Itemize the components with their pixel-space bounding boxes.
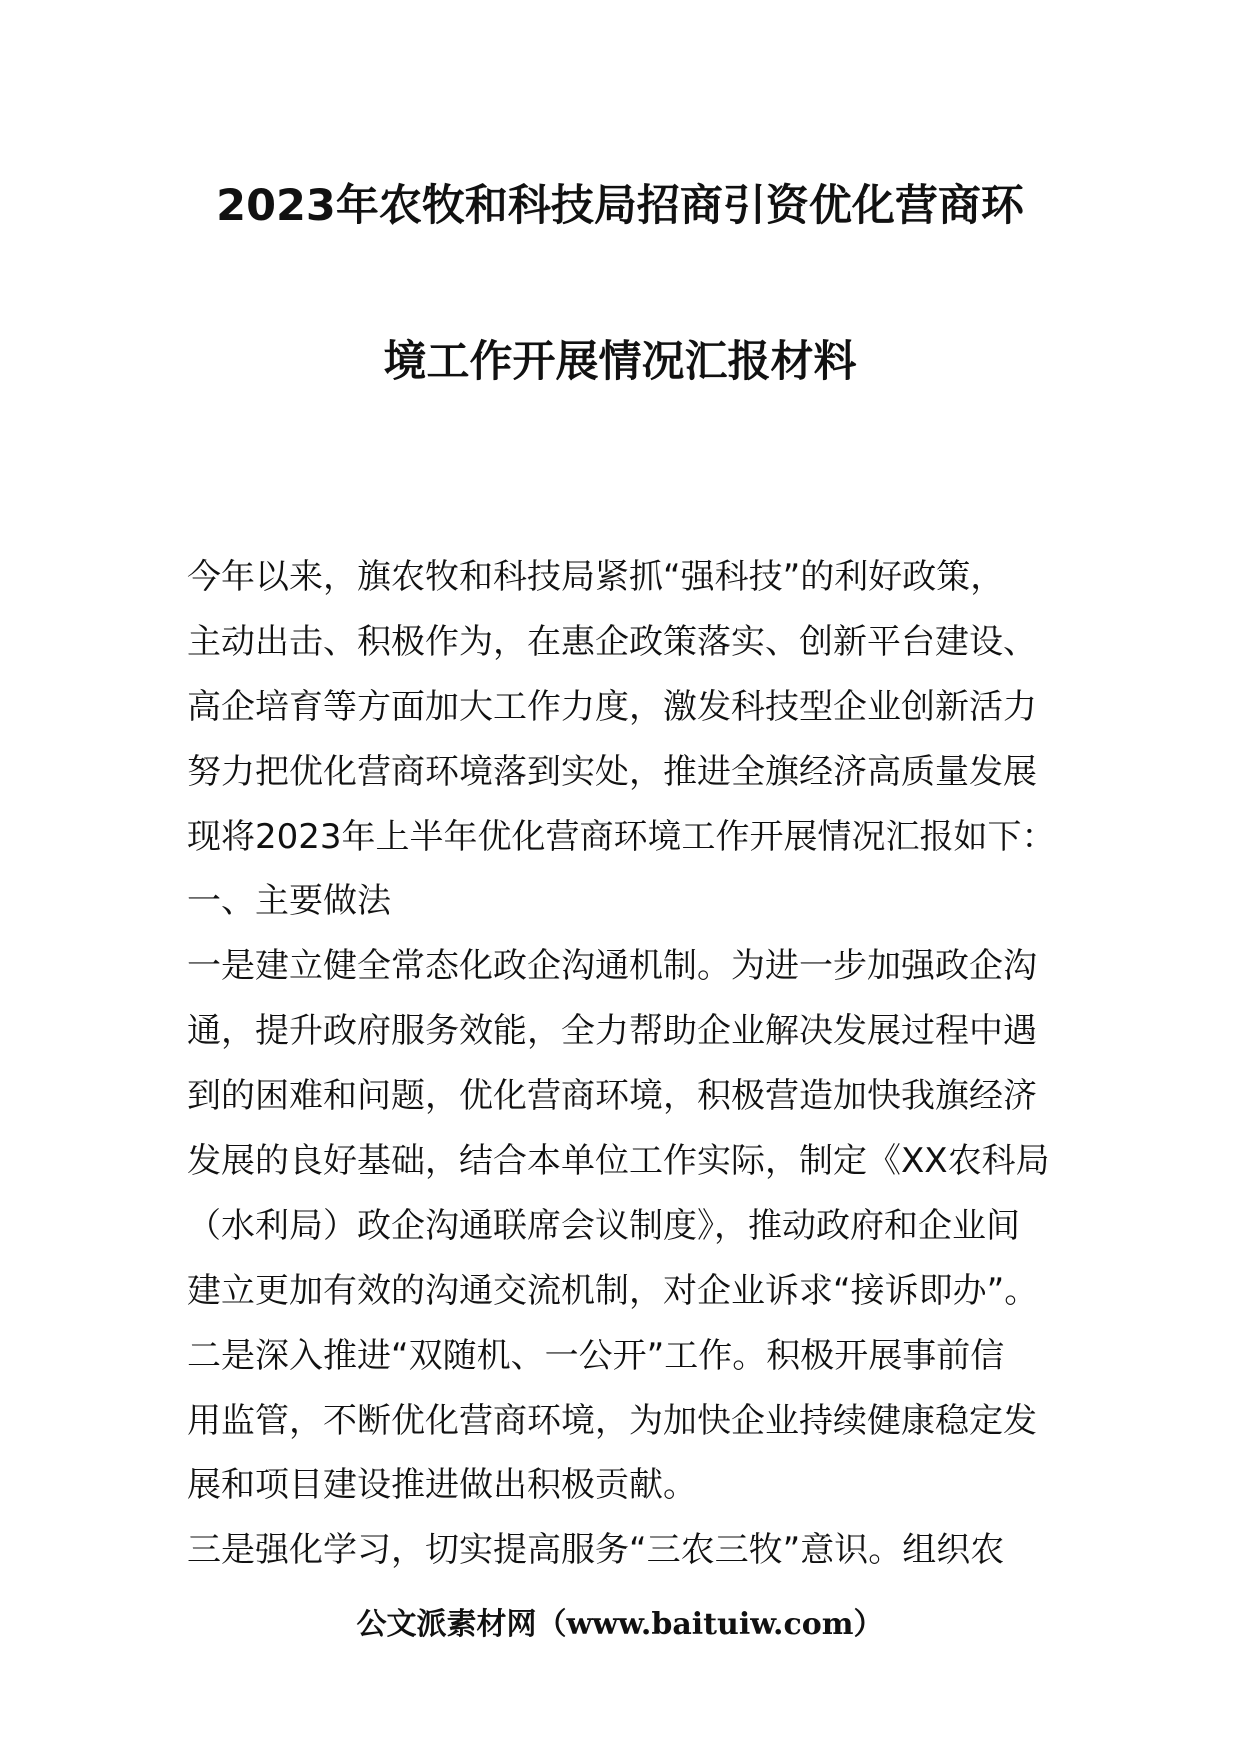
body-line: 建立更加有效的沟通交流机制，对企业诉求“接诉即办”。 [187, 1270, 1039, 1311]
body-line: （水利局）政企沟通联席会议制度》，推动政府和企业间 [187, 1205, 1020, 1246]
body-line: 高企培育等方面加大工作力度，激发科技型企业创新活力 [187, 686, 1037, 727]
body-line: 一是建立健全常态化政企沟通机制。为进一步加强政企沟 [187, 946, 1037, 987]
document-body [187, 545, 1057, 1583]
document-title-line-2: 境工作开展情况汇报材料 [383, 337, 857, 387]
body-line: 三是强化学习，切实提高服务“三农三牧”意识。组织农 [187, 1530, 1005, 1571]
body-line: 到的困难和问题，优化营商环境，积极营造加快我旗经济 [187, 1076, 1037, 1117]
body-line: 努力把优化营商环境落到实处，推进全旗经济高质量发展 [187, 751, 1037, 792]
footer-watermark: 公文派素材网（www.baituiw.com） [356, 1607, 884, 1642]
body-line: 二是深入推进“双随机、一公开”工作。积极开展事前信 [187, 1335, 1005, 1376]
body-line: 主动出击、积极作为，在惠企政策落实、创新平台建设、 [187, 621, 1037, 662]
body-line: 用监管，不断优化营商环境，为加快企业持续健康稳定发 [187, 1400, 1037, 1441]
body-line: 通，提升政府服务效能，全力帮助企业解决发展过程中遇 [187, 1011, 1037, 1052]
body-line: 现将2023年上半年优化营商环境工作开展情况汇报如下： [187, 816, 1056, 857]
body-line: 今年以来，旗农牧和科技局紧抓“强科技”的利好政策， [187, 557, 1005, 597]
document-title-line-1: 2023年农牧和科技局招商引资优化营商环 [216, 181, 1024, 231]
section-heading: 一、主要做法 [187, 881, 391, 922]
body-line: 展和项目建设推进做出积极贡献。 [187, 1465, 697, 1506]
body-line: 发展的良好基础，结合本单位工作实际，制定《XX农科局 [187, 1141, 1050, 1182]
